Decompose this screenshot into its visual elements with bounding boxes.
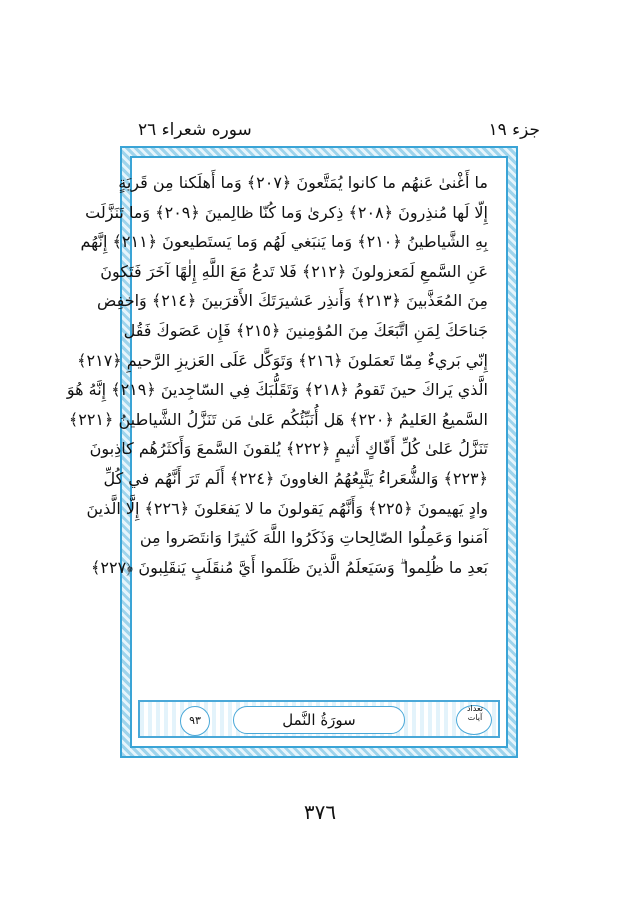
text-line: بَعدِ ما ظُلِموا ۗ وَسَيَعلَمُ الَّذينَ ظَلَموا أَيَّ مُنقَلَبٍ يَنقَلِبونَ ﴿٢٢٧﴾ xyxy=(91,557,488,577)
surah-header: سوره شعراء ٢٦ xyxy=(138,120,252,140)
surah-title: سورَةُ النَّمل xyxy=(233,706,405,734)
text-line: الَّذي يَراكَ حينَ تَقومُ ﴿٢١٨﴾ وَتَقَلُّبَكَ فِي السّاجِدينَ ﴿٢١٩﴾ إِنَّهُ هُوَ xyxy=(66,380,488,400)
text-line: جَناحَكَ لِمَنِ اتَّبَعَكَ مِنَ المُؤمِنينَ ﴿٢١٥﴾ فَإِن عَصَوكَ فَقُل xyxy=(123,320,488,340)
text-line: عَنِ السَّمعِ لَمَعزولونَ ﴿٢١٢﴾ فَلا تَدعُ مَعَ اللَّهِ إِلٰهًا آخَرَ فَتَكونَ xyxy=(100,261,488,281)
quran-text xyxy=(66,168,488,582)
text-line: إِنّي بَريءٌ مِمّا تَعمَلونَ ﴿٢١٦﴾ وَتَوَكَّل عَلَى العَزيزِ الرَّحيمِ ﴿٢١٧﴾ xyxy=(77,350,488,370)
page-number: ٣٧٦ xyxy=(303,800,337,824)
text-line: ما أَغْنىٰ عَنهُم ما كانوا يُمَتَّعونَ ﴿٢٠٧﴾ وَما أَهلَكنا مِن قَريَةٍ xyxy=(118,173,488,192)
text-panel xyxy=(66,156,508,748)
text-line: تَنَزَّلُ عَلىٰ كُلِّ أَفّاكٍ أَثيمٍ ﴿٢٢٢﴾ يُلقونَ السَّمعَ وَأَكثَرُهُم كاذِبونَ xyxy=(89,439,488,459)
ayat-count: ٩٣ xyxy=(180,706,210,736)
text-line: وادٍ يَهيمونَ ﴿٢٢٥﴾ وَأَنَّهُم يَقولونَ ما لا يَفعَلونَ ﴿٢٢٦﴾ إِلَّا الَّذينَ xyxy=(86,498,488,518)
juz-header: جزء ١٩ xyxy=(488,120,540,140)
surah-banner xyxy=(138,700,500,738)
text-line: مِنَ المُعَذَّبينَ ﴿٢١٣﴾ وَأَنذِر عَشيرَتَكَ الأَقرَبينَ ﴿٢١٤﴾ وَاخفِض xyxy=(97,291,488,311)
text-line: إِلّا لَها مُنذِرونَ ﴿٢٠٨﴾ ذِكرىٰ وَما كُنّا ظالِمينَ ﴿٢٠٩﴾ وَما تَنَزَّلَت xyxy=(85,202,488,222)
ayat-label: تعداد آيات xyxy=(466,704,484,722)
text-line: ﴿٢٢٣﴾ وَالشُّعَراءُ يَتَّبِعُهُمُ الغاوونَ ﴿٢٢٤﴾ أَلَم تَرَ أَنَّهُم في كُلِّ xyxy=(103,468,488,488)
text-line: آمَنوا وَعَمِلُوا الصّالِحاتِ وَذَكَرُوا اللَّهَ كَثيرًا وَانتَصَروا مِن xyxy=(139,528,488,548)
text-line: السَّميعُ العَليمُ ﴿٢٢٠﴾ هَل أُنَبِّئُكُم عَلىٰ مَن تَنَزَّلُ الشَّياطينُ ﴿٢٢١﴾ xyxy=(68,409,488,429)
text-line: بِهِ الشَّياطينُ ﴿٢١٠﴾ وَما يَنبَغي لَهُم وَما يَستَطيعونَ ﴿٢١١﴾ إِنَّهُم xyxy=(80,232,488,252)
page-frame xyxy=(66,146,518,758)
